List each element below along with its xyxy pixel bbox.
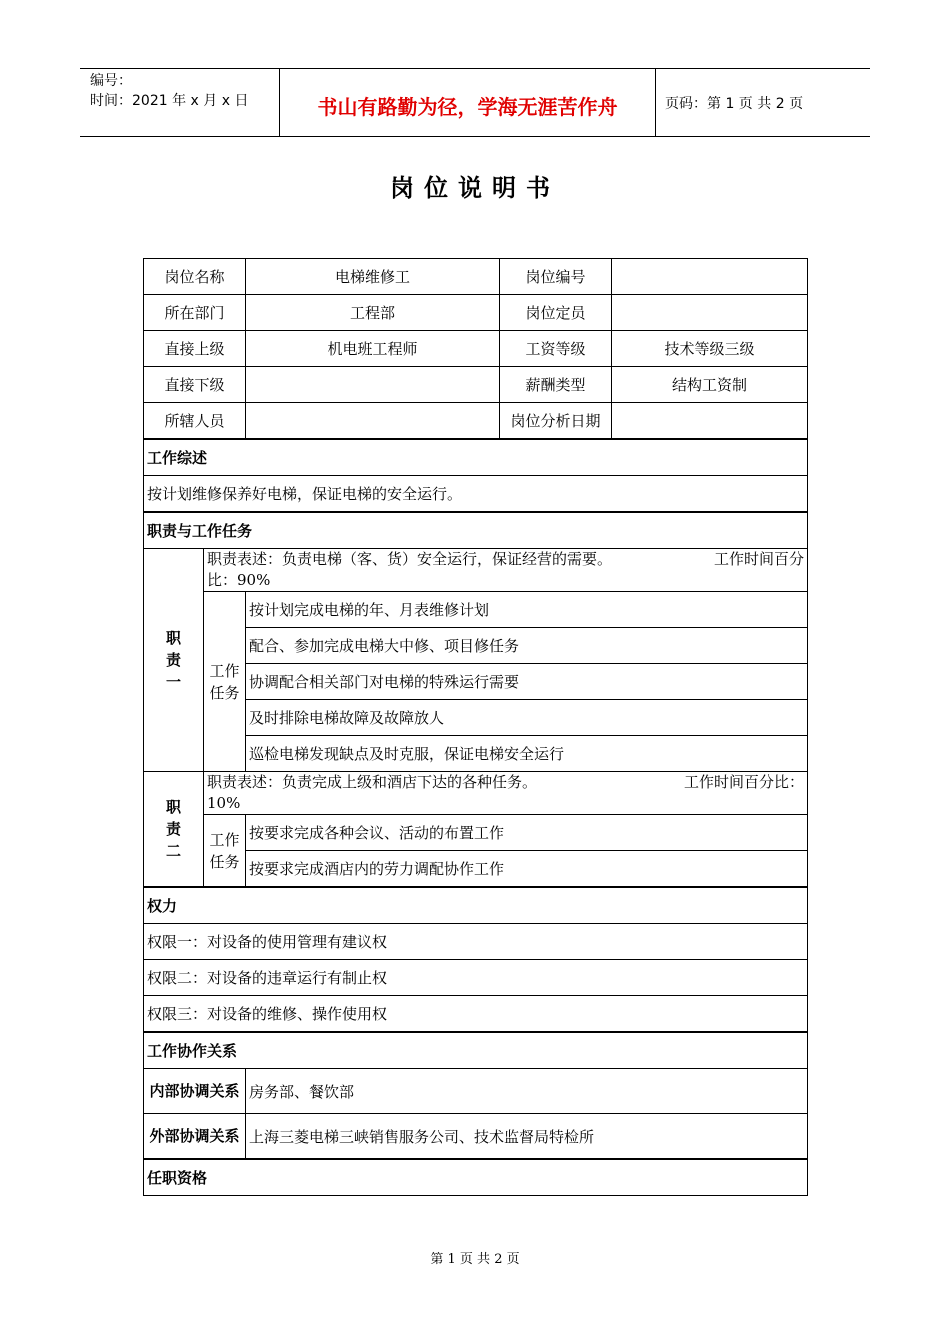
section-heading-qualification: 任职资格 bbox=[144, 1159, 808, 1196]
info-value bbox=[246, 367, 500, 403]
duty-desc-row bbox=[144, 772, 808, 815]
task-item: 按计划完成电梯的年、月表维修计划 bbox=[246, 592, 808, 628]
authority-item: 权限三：对设备的维修、操作使用权 bbox=[144, 996, 808, 1033]
task-item: 按要求完成酒店内的劳力调配协作工作 bbox=[246, 851, 808, 888]
section-heading-duties: 职责与工作任务 bbox=[144, 512, 808, 549]
duty-time-percent-cont: 比：90% bbox=[207, 571, 271, 589]
relation-row bbox=[144, 1069, 808, 1114]
relation-label-external: 外部协调关系 bbox=[144, 1114, 246, 1160]
duty-desc-row bbox=[144, 549, 808, 592]
info-value bbox=[612, 403, 808, 440]
task-item: 巡检电梯发现缺点及时克服，保证电梯安全运行 bbox=[246, 736, 808, 772]
relation-value-external: 上海三菱电梯三峡销售服务公司、技术监督局特检所 bbox=[246, 1114, 808, 1160]
task-row bbox=[144, 815, 808, 851]
task-item: 配合、参加完成电梯大中修、项目修任务 bbox=[246, 628, 808, 664]
info-value bbox=[612, 259, 808, 295]
info-label: 岗位编号 bbox=[500, 259, 612, 295]
info-label: 岗位分析日期 bbox=[500, 403, 612, 440]
task-item: 及时排除电梯故障及故障放人 bbox=[246, 700, 808, 736]
info-label: 岗位定员 bbox=[500, 295, 612, 331]
section-heading-row bbox=[144, 887, 808, 924]
section-heading-summary: 工作综述 bbox=[144, 439, 808, 476]
info-label: 所在部门 bbox=[144, 295, 246, 331]
task-label bbox=[204, 815, 246, 888]
header-divider bbox=[655, 69, 656, 136]
info-value: 机电班工程师 bbox=[246, 331, 500, 367]
authority-row bbox=[144, 960, 808, 996]
info-label: 所辖人员 bbox=[144, 403, 246, 440]
duty-name bbox=[144, 772, 204, 888]
section-heading-row bbox=[144, 439, 808, 476]
task-label-text: 工作任务 bbox=[209, 661, 240, 702]
section-heading-row bbox=[144, 1159, 808, 1196]
duty-description-text: 职责表述：负责完成上级和酒店下达的各种任务。 bbox=[207, 773, 538, 791]
header-number: 编号： bbox=[90, 73, 132, 89]
authority-row bbox=[144, 996, 808, 1033]
header-page-info: 页码：第 1 页 共 2 页 bbox=[665, 96, 804, 112]
duty-description-text: 职责表述：负责电梯（客、货）安全运行，保证经营的需要。 bbox=[207, 550, 613, 568]
info-label: 直接上级 bbox=[144, 331, 246, 367]
info-label: 薪酬类型 bbox=[500, 367, 612, 403]
authority-item: 权限二：对设备的违章运行有制止权 bbox=[144, 960, 808, 996]
info-label: 工资等级 bbox=[500, 331, 612, 367]
section-heading-row bbox=[144, 1032, 808, 1069]
duty-name-text: 职责一 bbox=[165, 629, 181, 691]
section-heading-authority: 权力 bbox=[144, 887, 808, 924]
info-value: 技术等级三级 bbox=[612, 331, 808, 367]
info-value bbox=[246, 403, 500, 440]
task-row bbox=[144, 592, 808, 628]
info-value: 工程部 bbox=[246, 295, 500, 331]
header-meta bbox=[90, 71, 248, 111]
info-row bbox=[144, 331, 808, 367]
relation-label-internal: 内部协调关系 bbox=[144, 1069, 246, 1114]
task-label-text: 工作任务 bbox=[209, 830, 240, 871]
info-value: 结构工资制 bbox=[612, 367, 808, 403]
duty-time-percent: 工作时间百分 bbox=[714, 550, 805, 568]
duty-description bbox=[204, 549, 808, 592]
info-label: 岗位名称 bbox=[144, 259, 246, 295]
job-description-table bbox=[143, 258, 808, 1196]
info-row bbox=[144, 259, 808, 295]
duty-time-percent: 工作时间百分比： bbox=[684, 773, 805, 791]
task-item: 按要求完成各种会议、活动的布置工作 bbox=[246, 815, 808, 851]
page-footer: 第 1 页 共 2 页 bbox=[430, 1252, 520, 1267]
info-value: 电梯维修工 bbox=[246, 259, 500, 295]
info-label: 直接下级 bbox=[144, 367, 246, 403]
info-row bbox=[144, 403, 808, 440]
document-title: 岗位说明书 bbox=[390, 173, 560, 202]
authority-row bbox=[144, 924, 808, 960]
page-header bbox=[80, 68, 870, 137]
duty-time-percent-cont: 10% bbox=[207, 794, 241, 812]
info-value bbox=[612, 295, 808, 331]
duty-description bbox=[204, 772, 808, 815]
relation-value-internal: 房务部、餐饮部 bbox=[246, 1069, 808, 1114]
task-item: 协调配合相关部门对电梯的特殊运行需要 bbox=[246, 664, 808, 700]
section-heading-row bbox=[144, 512, 808, 549]
info-row bbox=[144, 367, 808, 403]
summary-row bbox=[144, 476, 808, 513]
relation-row bbox=[144, 1114, 808, 1160]
duty-name-text: 职责二 bbox=[165, 798, 181, 860]
info-row bbox=[144, 295, 808, 331]
authority-item: 权限一：对设备的使用管理有建议权 bbox=[144, 924, 808, 960]
header-time: 时间：2021 年 x 月 x 日 bbox=[90, 93, 249, 109]
summary-text: 按计划维修保养好电梯，保证电梯的安全运行。 bbox=[144, 476, 808, 513]
section-heading-relations: 工作协作关系 bbox=[144, 1032, 808, 1069]
task-label bbox=[204, 592, 246, 772]
duty-name bbox=[144, 549, 204, 772]
header-motto: 书山有路勤为径，学海无涯苦作舟 bbox=[317, 95, 618, 119]
